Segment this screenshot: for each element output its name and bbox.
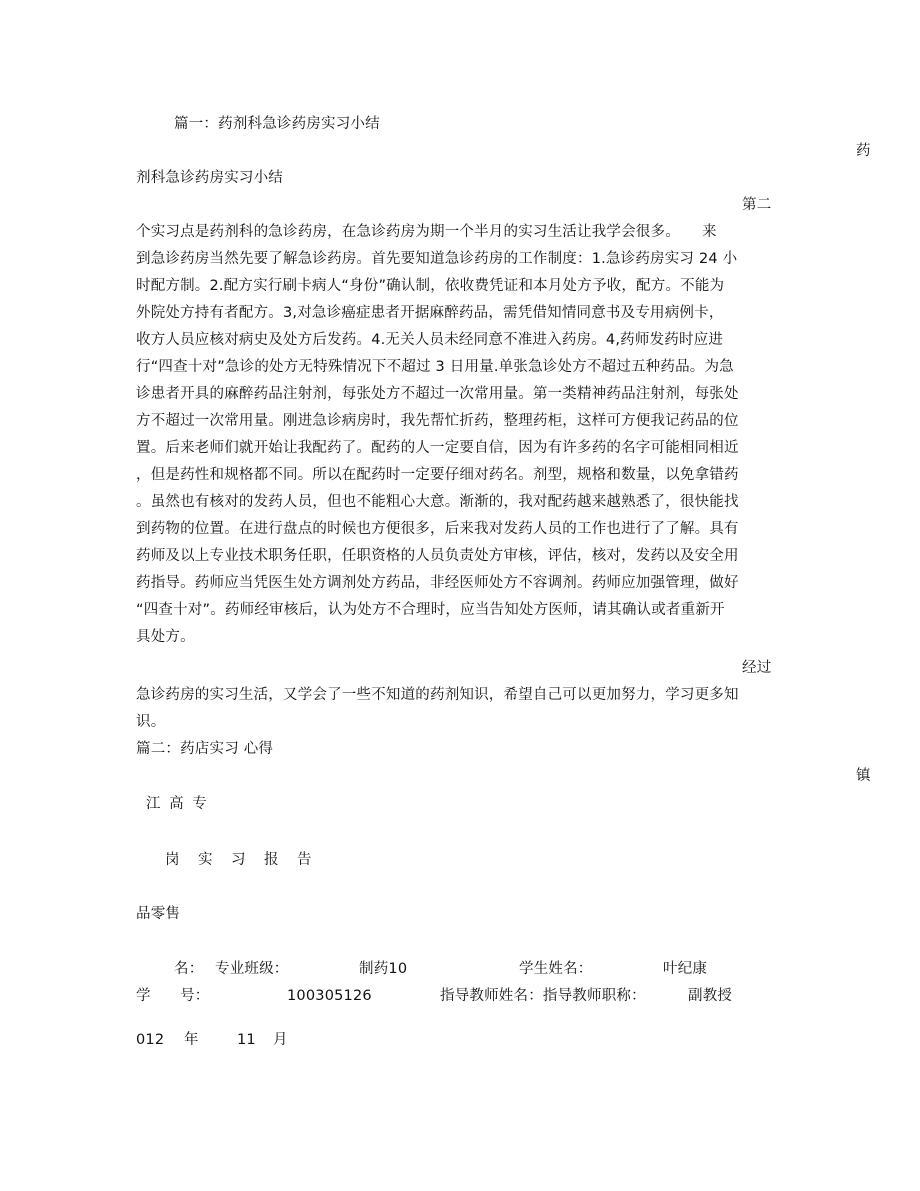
info-id-value: 100305126 [287, 988, 372, 1004]
para1-line: 到急诊药房当然先要了解急诊药房。首先要知道急诊药房的工作制度：1.急诊药房实习 24 小 [136, 251, 738, 267]
para1-line: 置。后来老师们就开始让我配药了。配药的人一定要自信，因为有许多药的名字可能相同相近 [136, 440, 739, 456]
info-student-value: 叶纪康 [663, 961, 708, 977]
para1-line: 到药物的位置。在进行盘点的时候也方便很多，后来我对发药人员的工作也进行了了解。具有 [136, 521, 739, 537]
info-student-label: 学生姓名： [519, 961, 593, 977]
para1-line: 外院处方持有者配方。3,对急诊癌症患者开据麻醉药品，需凭借知情同意书及专用病例卡， [136, 305, 724, 321]
date-month-label: 月 [273, 1032, 288, 1048]
para1-fragment-right: 第二 [742, 197, 772, 213]
para2-line: 识。 [136, 714, 166, 730]
title-fragment-right: 药 [856, 143, 871, 159]
info-teacher-labels: 指导教师姓名：指导教师职称： [440, 988, 646, 1004]
info-id-label: 学 号： [136, 988, 210, 1004]
para1-line: 收方人员应核对病史及处方后发药。4.无关人员未经同意不准进入药房。4,药师发药时应进 [136, 332, 724, 348]
para1-line: 。虽然也有核对的发药人员，但也不能粗心大意。渐渐的，我对配药越来越熟悉了，很快能找 [136, 494, 739, 510]
para1-line: “四查十对”。药师经审核后，认为处方不合理时，应当告知处方医师，请其确认或者重新开 [136, 602, 725, 618]
date-month: 11 [237, 1032, 256, 1048]
para1-line: 具处方。 [136, 629, 195, 645]
school-line: 江 高 专 [146, 796, 209, 812]
para1-line: 个实习点是药剂科的急诊药房，在急诊药房为期一个半月的实习生活让我学会很多。 来 [136, 224, 717, 240]
para2-line: 急诊药房的实习生活，又学会了一些不知道的药剂知识，希望自己可以更加努力，学习更多知 [136, 687, 739, 703]
date-year: 012 [136, 1032, 165, 1048]
date-year-label: 年 [184, 1032, 199, 1048]
para1-line: 方不超过一次常用量。刚进急诊病房时，我先帮忙折药，整理药柜，这样可方便我记药品的位 [136, 413, 739, 429]
retail-line: 品零售 [136, 906, 181, 922]
info-teacher-title: 副教授 [688, 988, 733, 1004]
info-class-label: 专业班级： [215, 961, 289, 977]
para2-fragment-right: 经过 [742, 660, 772, 676]
para1-line: 时配方制。2.配方实行刷卡病人“身份”确认制，依收费凭证和本月处方予收，配方。不能为 [136, 278, 725, 294]
title-fragment-left: 剂科急诊药房实习小结 [136, 170, 283, 186]
report-title-line: 岗 实 习 报 告 [165, 852, 314, 868]
section1-heading: 篇一：药剂科急诊药房实习小结 [174, 116, 380, 132]
para1-line: 诊患者开具的麻醉药品注射剂，每张处方不超过一次常用量。第一类精神药品注射剂，每张处 [136, 386, 739, 402]
info-class-value: 制药10 [359, 961, 408, 977]
section2-heading: 篇二：药店实习 心得 [136, 741, 274, 757]
para1-line: 药师及以上专业技术职务任职，任职资格的人员负责处方审核，评估，核对，发药以及安全用 [136, 548, 739, 564]
para1-line: 药指导。药师应当凭医生处方调剂处方药品，非经医师处方不容调剂。药师应加强管理，做好 [136, 575, 739, 591]
para1-line: ，但是药性和规格都不同。所以在配药时一定要仔细对药名。剂型，规格和数量，以免拿错药 [136, 467, 739, 483]
section2-edge-fragment: 镇 [856, 768, 871, 784]
para1-line: 行“四查十对”急诊的处方无特殊情况下不超过 3 日用量.单张急诊处方不超过五种药品。为急 [136, 359, 734, 375]
info-name-label: 名： [174, 961, 204, 977]
